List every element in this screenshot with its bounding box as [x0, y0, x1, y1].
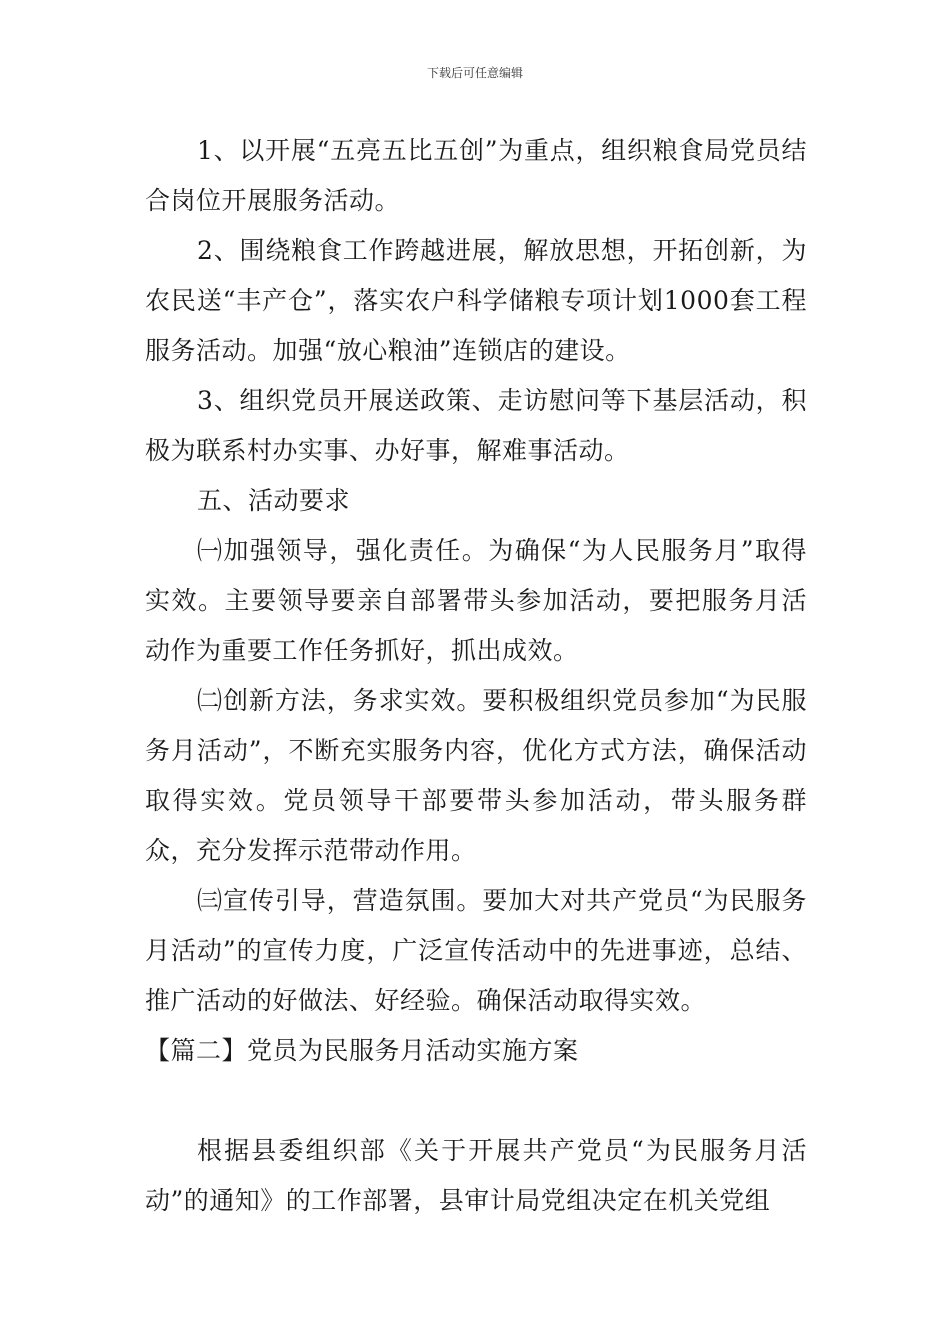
paragraph-requirement-3: ㈢宣传引导，营造氛围。要加大对共产党员“为民服务月活动”的宣传力度，广泛宣传活动中的先进事迹，总结、推广活动的好做法、好经验。确保活动取得实效。: [145, 886, 807, 1015]
chapter-title: 【篇二】党员为民服务月活动实施方案: [145, 1036, 579, 1065]
paragraph-requirement-1: ㈠加强领导，强化责任。为确保“为人民服务月”取得实效。主要领导要亲自部署带头参加活动，要把服务月活动作为重要工作任务抓好，抓出成效。: [145, 536, 807, 665]
document-body: [145, 126, 807, 1226]
page-header: 下载后可任意编辑: [426, 66, 523, 80]
paragraph-item-2: 2、围绕粮食工作跨越进展，解放思想，开拓创新，为农民送“丰产仓”，落实农户科学储粮专项计划1000套工程服务活动。加强“放心粮油”连锁店的建设。: [145, 236, 807, 365]
paragraph-requirement-2: ㈡创新方法，务求实效。要积极组织党员参加“为民服务月活动”，不断充实服务内容，优化方式方法，确保活动取得实效。党员领导干部要带头参加活动，带头服务群众，充分发挥示范带动作用。: [145, 686, 807, 865]
paragraph-item-3: 3、组织党员开展送政策、走访慰问等下基层活动，积极为联系村办实事、办好事，解难事活动。: [145, 386, 807, 465]
section-heading-requirements: 五、活动要求: [197, 486, 351, 515]
paragraph-item-1: 1、以开展“五亮五比五创”为重点，组织粮食局党员结合岗位开展服务活动。: [145, 136, 807, 215]
blank-line: [145, 1076, 807, 1126]
paragraph-intro: 根据县委组织部《关于开展共产党员“为民服务月活动”的通知》的工作部署，县审计局党组决定在机关党组: [145, 1136, 807, 1215]
